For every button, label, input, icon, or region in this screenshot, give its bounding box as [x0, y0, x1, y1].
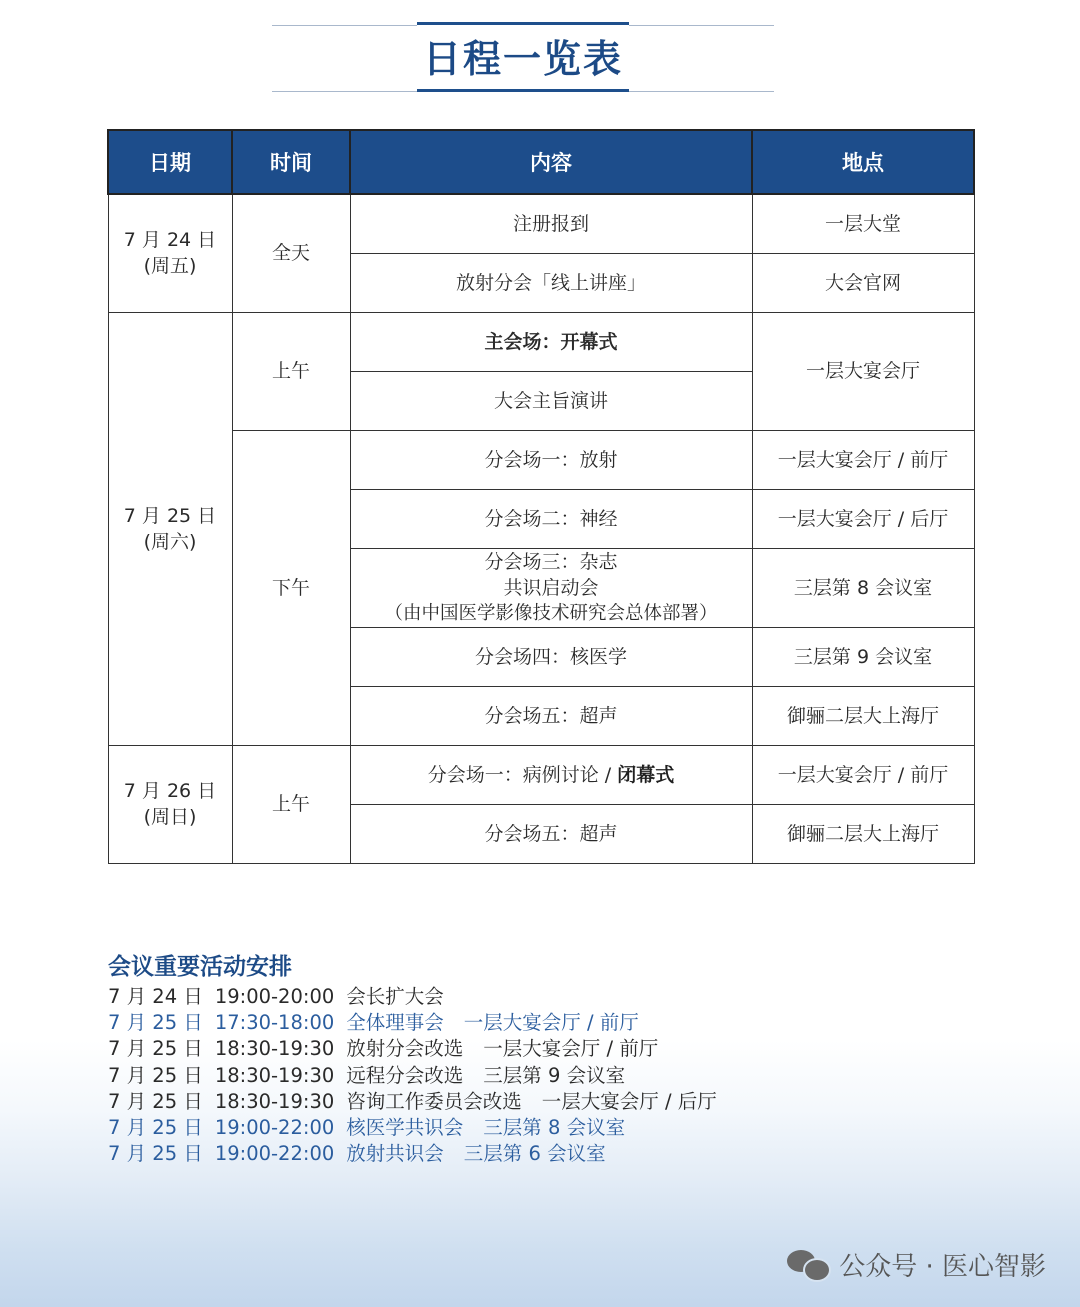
footer-watermark [787, 1244, 1046, 1284]
table-row [108, 194, 974, 253]
date-cell [108, 312, 232, 745]
activity-event: 远程分会改选 [346, 1063, 464, 1087]
location-cell: 一层大堂 [752, 194, 974, 253]
activity-location: 一层大宴会厅 / 后厅 [541, 1089, 717, 1113]
activity-item [108, 1010, 808, 1036]
content-cell: 注册报到 [350, 194, 752, 253]
date-text: 7 月 25 日 [123, 504, 217, 527]
title-block [272, 18, 774, 98]
activity-item [108, 1036, 808, 1062]
activity-time: 19:00-22:00 [214, 1116, 335, 1140]
content-line: （由中国医学影像技术研究会总体部署） [384, 602, 718, 624]
activity-date: 7 月 25 日 [108, 1011, 203, 1035]
location-cell: 一层大宴会厅 / 前厅 [752, 745, 974, 804]
activity-time: 18:30-19:30 [214, 1063, 335, 1087]
table-row [108, 430, 974, 489]
location-cell: 三层第 9 会议室 [752, 627, 974, 686]
time-cell: 上午 [232, 745, 350, 863]
activity-item [108, 1141, 808, 1167]
weekday-text: (周五) [143, 255, 197, 278]
activity-event: 放射分会改选 [346, 1037, 464, 1061]
content-line: 共识启动会 [503, 576, 599, 599]
date-text: 7 月 24 日 [123, 229, 217, 252]
content-cell: 主会场：开幕式 [350, 312, 752, 371]
time-cell: 全天 [232, 194, 350, 312]
location-cell: 大会官网 [752, 253, 974, 312]
activity-event: 全体理事会 [346, 1011, 444, 1035]
weekday-text: (周日) [143, 806, 197, 828]
footer-text: 公众号 · 医心智影 [839, 1251, 1046, 1282]
page-title: 日程一览表 [422, 37, 623, 81]
activity-item [108, 1089, 808, 1115]
date-text: 7 月 26 日 [123, 780, 217, 802]
location-cell: 三层第 8 会议室 [752, 548, 974, 627]
time-cell: 下午 [232, 430, 350, 745]
activity-location: 三层第 6 会议室 [463, 1142, 606, 1166]
date-cell [108, 745, 232, 863]
content-cell: 分会场四：核医学 [350, 627, 752, 686]
location-cell: 御骊二层大上海厅 [752, 804, 974, 863]
location-cell: 一层大宴会厅 / 前厅 [752, 430, 974, 489]
content-cell: 分会场五：超声 [350, 804, 752, 863]
activity-event: 核医学共识会 [346, 1116, 464, 1140]
activity-date: 7 月 25 日 [108, 1116, 203, 1140]
content-line: 分会场三：杂志 [484, 550, 618, 573]
content-cell: 分会场二：神经 [350, 489, 752, 548]
location-cell: 御骊二层大上海厅 [752, 686, 974, 745]
activity-time: 18:30-19:30 [214, 1037, 335, 1061]
header-content: 内容 [350, 130, 752, 194]
table-row [108, 745, 974, 804]
wechat-icon [787, 1246, 831, 1282]
content-cell: 分会场五：超声 [350, 686, 752, 745]
activity-event: 会长扩大会 [346, 985, 444, 1008]
content-bold: 闭幕式 [617, 763, 675, 786]
activity-location: 三层第 9 会议室 [483, 1063, 626, 1087]
activity-item [108, 1115, 808, 1141]
activity-location: 一层大宴会厅 / 前厅 [483, 1037, 659, 1061]
activity-event: 放射共识会 [346, 1142, 444, 1166]
activity-date: 7 月 24 日 [108, 985, 203, 1008]
date-cell [108, 194, 232, 312]
activities-list [108, 984, 808, 1167]
activity-location: 三层第 8 会议室 [483, 1116, 626, 1140]
activities-title: 会议重要活动安排 [108, 954, 292, 980]
weekday-text: (周六) [143, 530, 197, 553]
schedule-table [107, 129, 975, 864]
activity-time: 19:00-20:00 [214, 985, 335, 1008]
table-row [108, 312, 974, 371]
title-frame [417, 22, 629, 92]
activity-item [108, 1063, 808, 1089]
content-cell [350, 548, 752, 627]
activities-section [108, 952, 808, 1167]
content-prefix: 分会场一：病例讨论 / [427, 763, 618, 786]
content-cell: 放射分会「线上讲座」 [350, 253, 752, 312]
activity-event: 咨询工作委员会改选 [346, 1089, 522, 1113]
content-cell: 分会场一：放射 [350, 430, 752, 489]
header-time: 时间 [232, 130, 350, 194]
activity-time: 17:30-18:00 [214, 1011, 335, 1035]
content-cell [350, 745, 752, 804]
activity-location: 一层大宴会厅 / 前厅 [463, 1011, 639, 1035]
activity-item [108, 984, 808, 1010]
activity-date: 7 月 25 日 [108, 1089, 203, 1113]
activity-date: 7 月 25 日 [108, 1063, 203, 1087]
table-header-row [108, 130, 974, 194]
header-date: 日期 [108, 130, 232, 194]
activity-date: 7 月 25 日 [108, 1037, 203, 1061]
location-cell: 一层大宴会厅 [752, 312, 974, 430]
activity-time: 19:00-22:00 [214, 1142, 335, 1166]
activity-date: 7 月 25 日 [108, 1142, 203, 1166]
activity-time: 18:30-19:30 [214, 1089, 335, 1113]
header-location: 地点 [752, 130, 974, 194]
time-cell: 上午 [232, 312, 350, 430]
location-cell: 一层大宴会厅 / 后厅 [752, 489, 974, 548]
content-cell: 大会主旨演讲 [350, 371, 752, 430]
